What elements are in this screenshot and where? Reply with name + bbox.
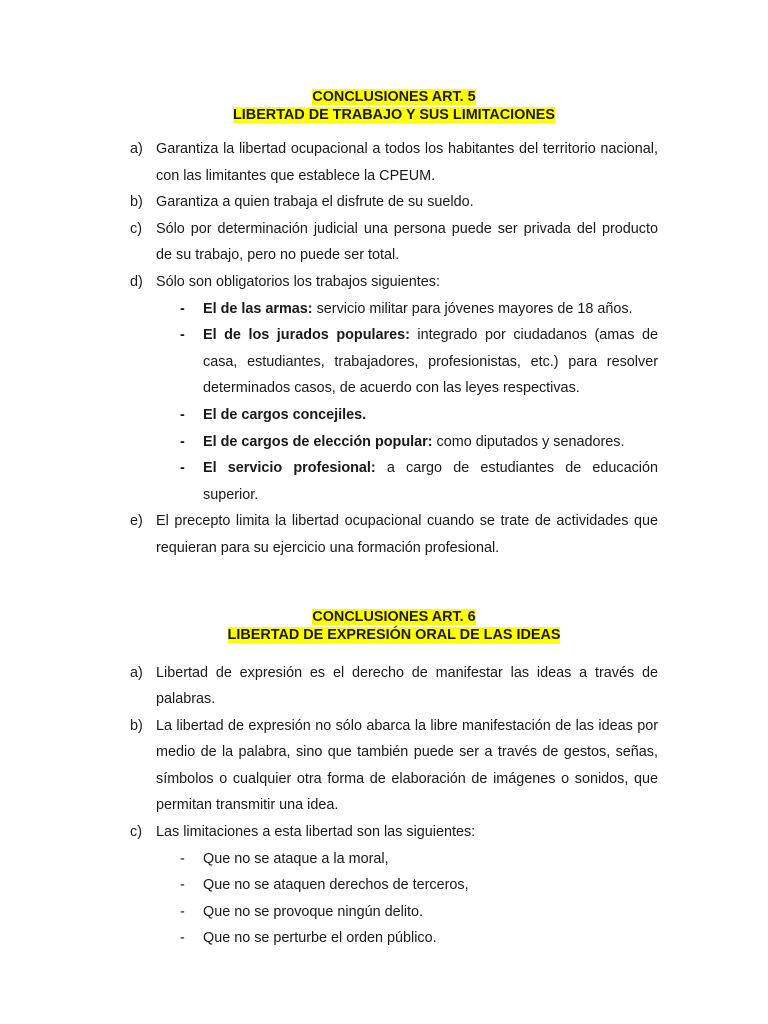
sub-item-text: Que no se provoque ningún delito.: [203, 903, 424, 920]
sub-item-text: Que no se ataquen derechos de terceros,: [203, 877, 469, 894]
list-marker: a): [130, 141, 143, 157]
sub-item-text: integrado por ciudadanos (amas de casa, estudiantes, trabajadores, profesionistas, etc.) para resolver determinados casos, de acuerdo con las leyes respectivas.: [203, 327, 658, 397]
dash-bullet: -: [180, 930, 185, 947]
list-marker: b): [130, 717, 143, 734]
dash-bullet: -: [180, 877, 185, 894]
list-item-text: Sólo son obligatorios los trabajos siguientes:: [156, 273, 440, 290]
sub-list-item: [130, 455, 658, 508]
sub-item-heading: El de las armas:: [203, 300, 313, 317]
list-item-text: Las limitaciones a esta libertad son las siguientes:: [156, 824, 476, 841]
sub-item-text: como diputados y senadores.: [432, 433, 625, 450]
list-marker: a): [130, 664, 143, 681]
list-marker: e): [130, 513, 143, 530]
list-item-text: Garantiza la libertad ocupacional a todos los habitantes del territorio nacional, con las limitantes que establece la CPEUM.: [156, 141, 658, 184]
list-item: [130, 136, 658, 189]
section-title-art5: [130, 88, 658, 124]
sub-item-heading: El de cargos concejiles.: [203, 406, 367, 423]
list-marker: d): [130, 273, 143, 290]
sub-item-text: servicio militar para jóvenes mayores de 18 años.: [312, 300, 633, 317]
list-marker: c): [130, 824, 142, 841]
conclusions-list-art6: [130, 660, 658, 953]
list-item: [130, 660, 658, 713]
sub-list-item: [130, 899, 658, 926]
sub-item-heading: El servicio profesional:: [203, 460, 376, 477]
sub-list-item: [130, 872, 658, 899]
list-item: [130, 713, 658, 819]
sub-item-heading: El de los jurados populares:: [203, 327, 410, 344]
list-item: [130, 216, 658, 269]
dash-bullet: -: [180, 406, 185, 423]
list-item-text: Libertad de expresión es el derecho de manifestar las ideas a través de palabras.: [156, 664, 658, 708]
sub-list-item: [130, 429, 658, 456]
list-item: [130, 269, 658, 296]
sub-item-text: a cargo de estudiantes de educación superior.: [203, 460, 658, 503]
section-title-art6: [130, 608, 658, 644]
section-title-line2: LIBERTAD DE EXPRESIÓN ORAL DE LAS IDEAS: [227, 626, 561, 643]
sub-list-item: [130, 296, 658, 323]
list-item: [130, 819, 658, 846]
sub-list-item: [130, 322, 658, 402]
sub-list-item: [130, 925, 658, 952]
dash-bullet: -: [180, 460, 185, 477]
list-item-text: Garantiza a quien trabaja el disfrute de su sueldo.: [156, 194, 474, 211]
dash-bullet: -: [180, 327, 185, 344]
list-item: [130, 189, 658, 216]
list-marker: b): [130, 194, 143, 211]
list-item: [130, 508, 658, 561]
list-marker: c): [130, 220, 142, 237]
sub-list-item: [130, 402, 658, 429]
section-title-line1: CONCLUSIONES ART. 5: [312, 89, 476, 105]
list-item-text: Sólo por determinación judicial una persona puede ser privada del producto de su trabajo, pero no puede ser total.: [156, 220, 658, 264]
sub-item-text: Que no se ataque a la moral,: [203, 850, 389, 867]
dash-bullet: -: [180, 433, 185, 450]
list-item-text: El precepto limita la libertad ocupacional cuando se trate de actividades que requieran para su ejercicio una formación profesional.: [156, 513, 658, 556]
sub-item-heading: El de cargos de elección popular:: [203, 433, 433, 450]
list-item-text: La libertad de expresión no sólo abarca la libre manifestación de las ideas por medio de la palabra, sino que también puede ser a través de gestos, señas, símbolos o cualquier otra forma de elaboración de imágenes o sonidos, que permitan transmitir una idea.: [156, 717, 658, 814]
dash-bullet: -: [180, 850, 185, 867]
sub-list-item: [130, 846, 658, 873]
dash-bullet: -: [180, 300, 185, 317]
conclusions-list-art5: [130, 136, 658, 562]
dash-bullet: -: [180, 903, 185, 920]
section-title-line2: LIBERTAD DE TRABAJO Y SUS LIMITACIONES: [233, 107, 555, 123]
section-title-line1: CONCLUSIONES ART. 6: [312, 608, 476, 625]
sub-item-text: Que no se perturbe el orden público.: [203, 930, 437, 947]
